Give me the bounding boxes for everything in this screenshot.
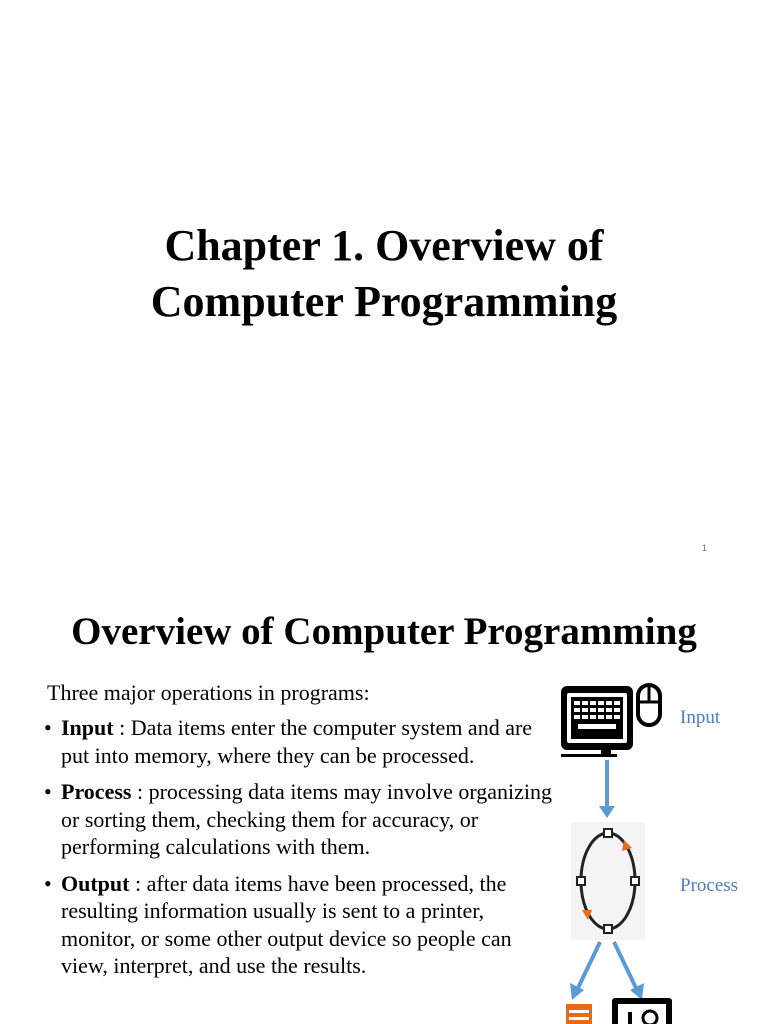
intro-text: Three major operations in programs: xyxy=(47,680,370,705)
printer-icon xyxy=(566,1004,592,1024)
bullet-text-input: : Data items enter the computer system and are put into memory, where they can be processed. xyxy=(61,715,533,768)
keyboard-mouse-icon xyxy=(561,685,660,757)
page-number: 1 xyxy=(702,543,708,553)
input-label: Input xyxy=(680,707,721,728)
chapter-title xyxy=(0,218,768,330)
bullet-text-output: : after data items have been processed, the resulting information usually is sent to a printer, monitor, or some other output device so people can view, interpret, and use the results. xyxy=(61,870,512,978)
bullet-dot: • xyxy=(44,779,52,804)
bullet-dot: • xyxy=(44,715,52,740)
monitor-icon xyxy=(612,998,672,1024)
arrows-process-to-output xyxy=(570,942,644,1000)
operations-list xyxy=(44,714,559,989)
chapter-title-line-2: Computer Programming xyxy=(150,277,618,326)
slide-title-overview: Overview of Computer Programming xyxy=(71,610,697,653)
bullet-term-input: Input xyxy=(61,715,114,740)
process-cycle-icon xyxy=(571,822,645,940)
bullet-term-output: Output xyxy=(61,870,130,896)
bullet-text-process: : processing data items may involve organizing or sorting them, checking them for accuracy, or performing calculations with them. xyxy=(61,779,553,859)
bullet-process xyxy=(44,778,559,861)
bullet-output xyxy=(44,870,559,980)
slide-overview xyxy=(0,576,768,1024)
bullet-dot: • xyxy=(44,870,52,896)
process-label: Process xyxy=(680,875,739,896)
arrow-input-to-process xyxy=(599,760,615,818)
chapter-title-line-1: Chapter 1. Overview of xyxy=(164,221,604,270)
bullet-input xyxy=(44,714,559,769)
bullet-term-process: Process xyxy=(61,779,132,804)
io-process-diagram xyxy=(548,672,768,1024)
